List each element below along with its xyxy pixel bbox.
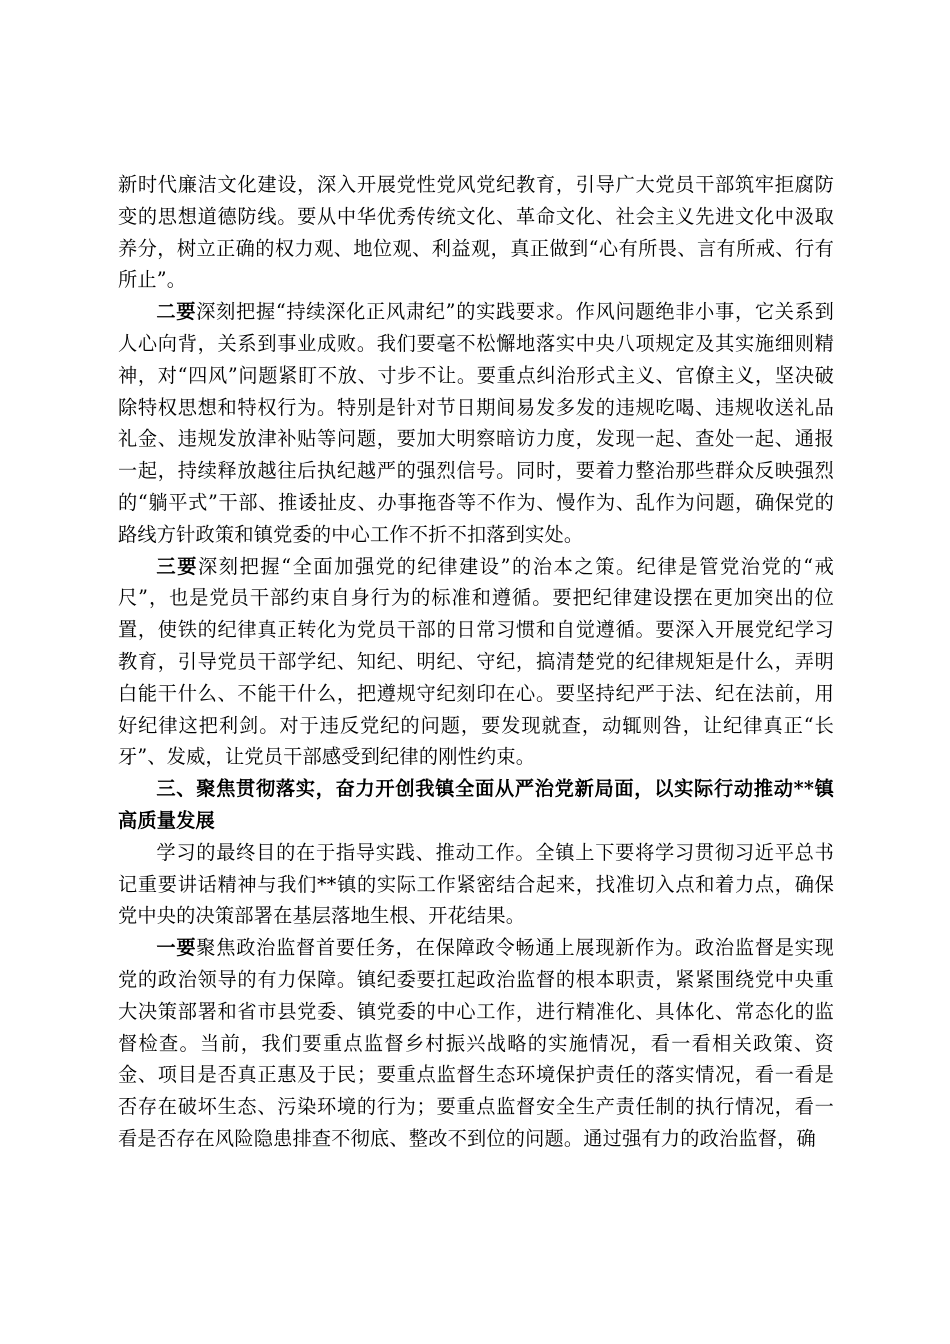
paragraph-lead: 一要 (156, 936, 197, 960)
paragraph-text: 深刻把握“持续深化正风肃纪”的实践要求。作风问题绝非小事，它关系到人心向背，关系到事业成败。我们要毫不松懈地落实中央八项规定及其实施细则精神，对“四风”问题紧盯不放、寸步不让。要重点纠治形式主义、官僚主义，坚决破除特权思想和特权行为。特别是针对节日期间易发多发的违规吃喝、违规收送礼品礼金、违规发放津补贴等问题，要加大明察暗访力度，发现一起、查处一起、通报一起，持续释放越往后执纪越严的强烈信号。同时，要着力整治那些群众反映强烈的“躺平式”干部、推诿扯皮、办事拖沓等不作为、慢作为、乱作为问题，确保党的路线方针政策和镇党委的中心工作不折不扣落到实处。 (118, 300, 834, 546)
paragraph-text: 深刻把握“全面加强党的纪律建设”的治本之策。纪律是管党治党的“戒尺”，也是党员干部约束自身行为的标准和遵循。要把纪律建设摆在更加突出的位置，使铁的纪律真正转化为党员干部的日常习惯和自觉遵循。要深入开展党纪学习教育，引导党员干部学纪、知纪、明纪、守纪，搞清楚党的纪律规矩是什么，弄明白能干什么、不能干什么，把遵规守纪刻印在心。要坚持纪严于法、纪在法前，用好纪律这把利剑。对于违反党纪的问题，要发现就查，动辄则咎，让纪律真正“长牙”、发威，让党员干部感受到纪律的刚性约束。 (118, 554, 835, 769)
paragraph-lead: 二要 (156, 300, 197, 324)
paragraph-text: 新时代廉洁文化建设，深入开展党性党风党纪教育，引导广大党员干部筑牢拒腐防变的思想道德防线。要从中华优秀传统文化、革命文化、社会主义先进文化中汲取养分，树立正确的权力观、地位观、利益观，真正做到“心有所畏、言有所戒、行有所止”。 (118, 173, 834, 292)
paragraph-text: 聚焦政治监督首要任务，在保障政令畅通上展现新作为。政治监督是实现党的政治领导的有力保障。镇纪委要扛起政治监督的根本职责，紧紧围绕党中央重大决策部署和省市县党委、镇党委的中心工作，进行精准化、具体化、常态化的监督检查。当前，我们要重点监督乡村振兴战略的实施情况，看一看相关政策、资金、项目是否真正惠及于民；要重点监督生态环境保护责任的落实情况，看一看是否存在破坏生态、污染环境的行为；要重点监督安全生产责任制的执行情况，看一看是否存在风险隐患排查不彻底、整改不到位的问题。通过强有力的政治监督，确 (118, 936, 835, 1150)
paragraph-lead: 三要 (156, 554, 198, 578)
paragraph-point-three (118, 551, 834, 774)
paragraph-text: 学习的最终目的在于指导实践、推动工作。全镇上下要将学习贯彻习近平总书记重要讲话精神与我们**镇的实际工作紧密结合起来，找准切入点和着力点，确保党中央的决策部署在基层落地生根、开花结果。 (118, 840, 834, 928)
paragraph-point-one (118, 932, 834, 1155)
section-heading (118, 773, 834, 837)
document-page (118, 169, 834, 1155)
paragraph-continuation (118, 169, 834, 296)
paragraph-intro (118, 837, 834, 932)
paragraph-point-two (118, 296, 834, 550)
section-heading-text: 三、聚焦贯彻落实，奋力开创我镇全面从严治党新局面，以实际行动推动**镇高质量发展 (118, 777, 834, 832)
